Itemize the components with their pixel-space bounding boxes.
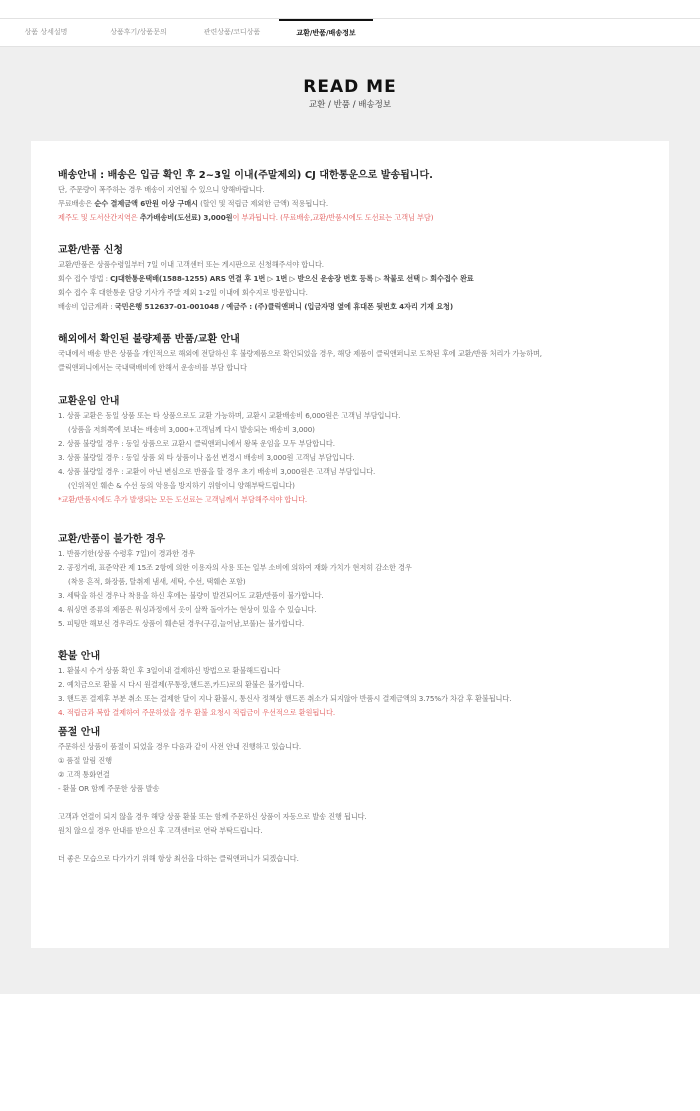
impossible-line: 5. 피팅만 해보신 경우라도 상품이 훼손된 경우(구김,늘어남,보풀)는 불가합니다. [58,619,305,628]
impossible-line: 4. 워싱면 종류의 제품은 워싱과정에서 옷이 살짝 돌아가는 현상이 있을 수 있습니다. [58,605,317,614]
text: 제주도 및 도서산간지역은 [58,213,140,222]
tab-reviews-qna[interactable]: 상품후기/상품문의 [110,28,167,36]
soldout-title: 품절 안내 [58,727,101,738]
text-bold: 추가배송비(도선료) 3,000원 [139,213,233,222]
shipping-title: 배송안내 : 배송은 입금 확인 후 2~3일 이내(주말제외) CJ 대한통운으로 발송됩니다. [58,170,433,181]
readme-header [0,78,700,110]
text-bold: 국민은행 512637-01-001048 / 예금주 : (주)클릭앤퍼니 (입금자명 옆에 휴대폰 뒷번호 4자리 기재 요청) [114,302,454,311]
impossible-line: (착용 흔적, 화장품, 탈취제 냄새, 세탁, 수선, 택훼손 포함) [68,577,246,586]
text-bold: CJ대한통운택배(1588-1255) ARS 연결 후 1번 ▷ 1번 ▷ 받으신 운송장 번호 등록 ▷ 착불로 선택 ▷ 회수접수 완료 [110,274,474,283]
text-bold: 순수 결제금액 6만원 이상 구매시 [94,199,198,208]
info-card [31,141,669,948]
text: (할인 및 적립금 제외한 금액) 적용됩니다. [197,199,329,208]
shipping-line: 단, 주문량이 폭주하는 경우 배송이 지연될 수 있으니 양해바랍니다. [58,185,265,194]
impossible-title: 교환/반품이 불가한 경우 [58,534,166,545]
overseas-line: 클릭앤퍼니에서는 국내택배비에 한해서 운송비를 부담 합니다 [58,363,247,372]
refund-line: 3. 핸드폰 결제후 부분 취소 또는 결제한 달이 지나 환불시, 통신사 정책상 핸드폰 취소가 되지않아 반품시 결제금액의 3.75%가 차감 후 환불됩니다. [58,694,512,703]
soldout-step: ① 품절 알림 진행 [58,756,112,765]
exchange-request-line: 교환/반품은 상품수령일부터 7일 이내 고객센터 또는 게시판으로 신청해주셔야 합니다. [58,260,324,269]
tab-bar [0,18,700,47]
soldout-step: - 환불 OR 함께 주문한 상품 발송 [58,784,160,793]
refund-line: 1. 환불시 수거 상품 확인 후 3일이내 결제하신 방법으로 환불해드립니다 [58,666,281,675]
closing-line: 더 좋은 모습으로 다가가기 위해 항상 최선을 다하는 클릭앤퍼니가 되겠습니다. [58,854,299,863]
shipping-island-line [58,211,658,225]
exchange-fee-line: (인위적인 훼손 & 수선 등의 악용을 방지하기 위함이니 양해부탁드립니다) [68,481,295,490]
pickup-method-line [58,272,658,286]
text: 배송비 입금계좌 : [58,302,115,311]
text: 회수 접수 방법 : [58,274,111,283]
text: 무료배송은 [58,199,95,208]
refund-line: 2. 예치금으로 환불 시 다시 원결제(무통장,핸드폰,카드)로의 환불은 불가합니다. [58,680,305,689]
impossible-line: 1. 반품기한(상품 수령후 7일)이 경과한 경우 [58,549,195,558]
soldout-line: 원치 않으실 경우 안내를 받으신 후 고객센터로 연락 부탁드립니다. [58,826,263,835]
soldout-line: 주문하신 상품이 품절이 되었을 경우 다음과 같이 사전 안내 진행하고 있습니다. [58,742,302,751]
page-title: READ ME [303,77,397,97]
exchange-fee-title: 교환운임 안내 [58,396,120,407]
refund-note: 4. 적립금과 복합 결제하여 주문하였을 경우 환불 요청시 적립금이 우선적으로 환원됩니다. [58,708,336,717]
tab-related-products[interactable]: 관련상품/코디상품 [203,28,261,36]
refund-title: 환불 안내 [58,651,101,662]
overseas-title: 해외에서 확인된 불량제품 반품/교환 안내 [58,334,240,345]
exchange-fee-line: 4. 상품 불량일 경우 : 교환이 아닌 변심으로 반품을 할 경우 초기 배송비 3,000원은 고객님 부담입니다. [58,467,376,476]
exchange-fee-note: *교환/반품시에도 추가 발생되는 모든 도선료는 고객님께서 부담해주셔야 합니다. [58,495,308,504]
soldout-step: ② 고객 통화연결 [58,770,110,779]
exchange-request-title: 교환/반품 신청 [58,245,124,256]
impossible-line: 3. 세탁을 하신 경우나 착용을 하신 후에는 불량이 발견되어도 교환/반품이 불가합니다. [58,591,324,600]
shipping-free-line [58,197,658,211]
impossible-line: 2. 공정거래, 표준약관 제 15조 2항에 의한 이용자의 사용 또는 일부 소비에 의하여 재화 가치가 현저히 감소한 경우 [58,563,412,572]
tab-exchange-return-shipping[interactable]: 교환/반품/배송정보 [279,19,373,47]
page-subtitle: 교환 / 반품 / 배송정보 [308,100,392,110]
tab-product-detail[interactable]: 상품 상세설명 [24,28,68,36]
soldout-line: 고객과 연결이 되지 않을 경우 해당 상품 환불 또는 함께 주문하신 상품이 자동으로 발송 진행 됩니다. [58,812,367,821]
text: 이 부과됩니다. (무료배송,교환/반품시에도 도선료는 고객님 부담) [232,213,434,222]
top-spacer [0,0,700,18]
bank-account-line [58,300,658,314]
page-bottom [0,994,700,1111]
overseas-line: 국내에서 배송 받은 상품을 개인적으로 해외에 전달하신 후 불량제품으로 확인되었을 경우, 해당 제품이 클릭앤퍼니로 도착된 후에 교환/반품 처리가 가능하며, [58,349,542,358]
exchange-fee-line: 2. 상품 불량일 경우 : 동일 상품으로 교환시 클릭앤퍼니에서 왕복 운임을 모두 부담합니다. [58,439,335,448]
exchange-fee-line: 1. 상품 교환은 동일 상품 또는 타 상품으로도 교환 가능하며, 교환시 교환배송비 6,000원은 고객님 부담입니다. [58,411,401,420]
exchange-fee-line: 3. 상품 불량일 경우 : 동일 상품 외 타 상품이나 옵션 변경시 배송비 3,000원 고객님 부담입니다. [58,453,355,462]
exchange-request-line: 회수 접수 후 대한통운 담당 기사가 주말 제외 1-2일 이내에 회수지로 방문합니다. [58,288,308,297]
exchange-fee-line: (상품을 저희쪽에 보내는 배송비 3,000+고객님께 다시 발송되는 배송비 3,000) [68,425,315,434]
